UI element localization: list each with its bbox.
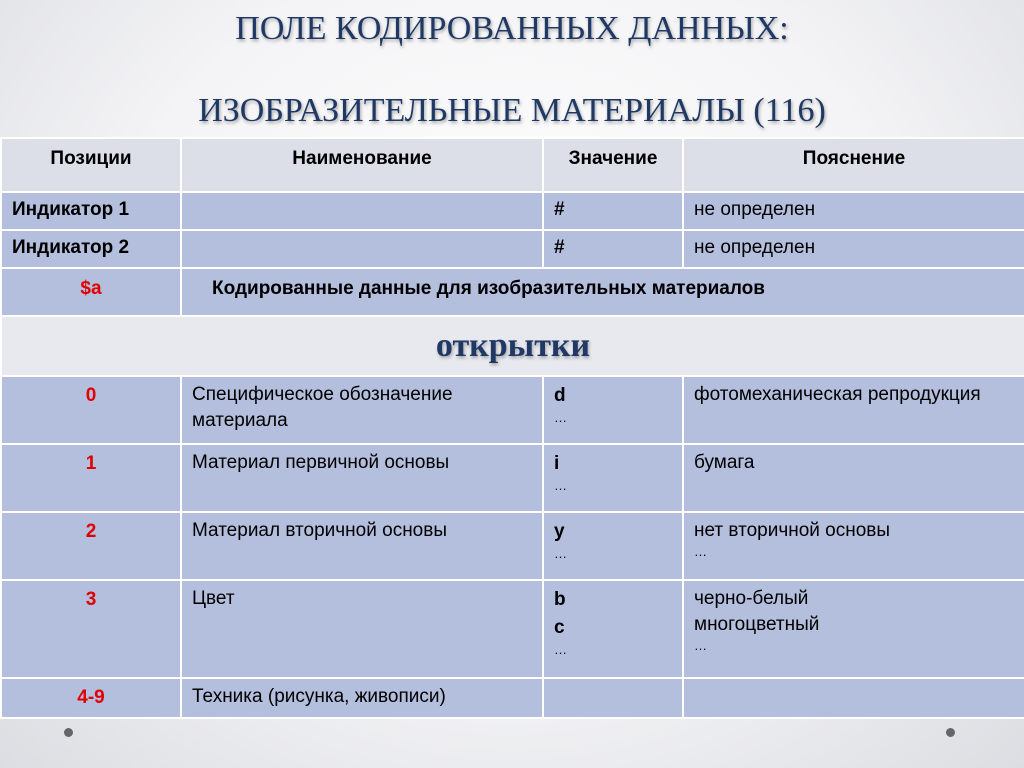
coded-data-table: [0, 137, 1024, 719]
table-row: [1, 444, 1024, 512]
row-value: [543, 678, 683, 718]
row-position: 0: [1, 376, 181, 444]
row-note: [683, 444, 1024, 512]
value-code: c: [554, 617, 565, 638]
row-note: [683, 580, 1024, 678]
indicator-name: [181, 230, 543, 268]
subfield-row: [1, 268, 1024, 316]
value-code: b: [554, 589, 566, 610]
table-row: [1, 512, 1024, 580]
value-ellipsis: …: [554, 410, 567, 425]
header-positions: Позиции: [1, 138, 181, 192]
indicator-pos: Индикатор 1: [1, 192, 181, 230]
row-position: 3: [1, 580, 181, 678]
row-name: Материал первичной основы: [181, 444, 543, 512]
table-row: [1, 678, 1024, 718]
bullet-icon: [64, 728, 73, 737]
section-row: [1, 316, 1024, 376]
value-code: y: [554, 521, 565, 542]
indicator-row: [1, 192, 1024, 230]
bullet-icon: [946, 728, 955, 737]
table-header-row: [1, 138, 1024, 192]
table-row: [1, 580, 1024, 678]
indicator-pos: Индикатор 2: [1, 230, 181, 268]
row-note: [683, 512, 1024, 580]
indicator-name: [181, 192, 543, 230]
note-text: черно-белый: [694, 588, 809, 609]
row-value: [543, 580, 683, 678]
row-name: Техника (рисунка, живописи): [181, 678, 543, 718]
row-note: [683, 678, 1024, 718]
title-line-1: ПОЛЕ КОДИРОВАННЫХ ДАННЫХ:: [235, 10, 789, 47]
row-position: 1: [1, 444, 181, 512]
subfield-label: Кодированные данные для изобразительных материалов: [181, 268, 1024, 316]
indicator-row: [1, 230, 1024, 268]
row-name: Материал вторичной основы: [181, 512, 543, 580]
row-value: [543, 444, 683, 512]
row-name: Специфическое обозначение материала: [181, 376, 543, 444]
value-ellipsis: …: [554, 546, 567, 561]
indicator-note: не определен: [683, 192, 1024, 230]
value-code: i: [554, 453, 560, 474]
row-value: [543, 376, 683, 444]
note-text: нет вторичной основы: [694, 520, 891, 541]
row-note: [683, 376, 1024, 444]
indicator-note: не определен: [683, 230, 1024, 268]
row-value: [543, 512, 683, 580]
note-ellipsis: …: [694, 544, 707, 559]
section-title: открытки: [1, 316, 1024, 376]
value-ellipsis: …: [554, 478, 567, 493]
title-line-2: ИЗОБРАЗИТЕЛЬНЫЕ МАТЕРИАЛЫ (116): [198, 92, 826, 129]
header-name: Наименование: [181, 138, 543, 192]
note-text: бумага: [694, 452, 755, 473]
note-text: многоцветный: [694, 614, 820, 635]
value-ellipsis: …: [554, 642, 567, 657]
indicator-value: #: [543, 230, 683, 268]
note-text: фотомеханическая репродукция: [694, 384, 981, 405]
header-value: Значение: [543, 138, 683, 192]
subfield-code: $a: [1, 268, 181, 316]
note-ellipsis: …: [694, 638, 707, 653]
row-name: Цвет: [181, 580, 543, 678]
table-row: [1, 376, 1024, 444]
indicator-value: #: [543, 192, 683, 230]
row-position: 4-9: [1, 678, 181, 718]
value-code: d: [554, 385, 566, 406]
row-position: 2: [1, 512, 181, 580]
header-note: Пояснение: [683, 138, 1024, 192]
